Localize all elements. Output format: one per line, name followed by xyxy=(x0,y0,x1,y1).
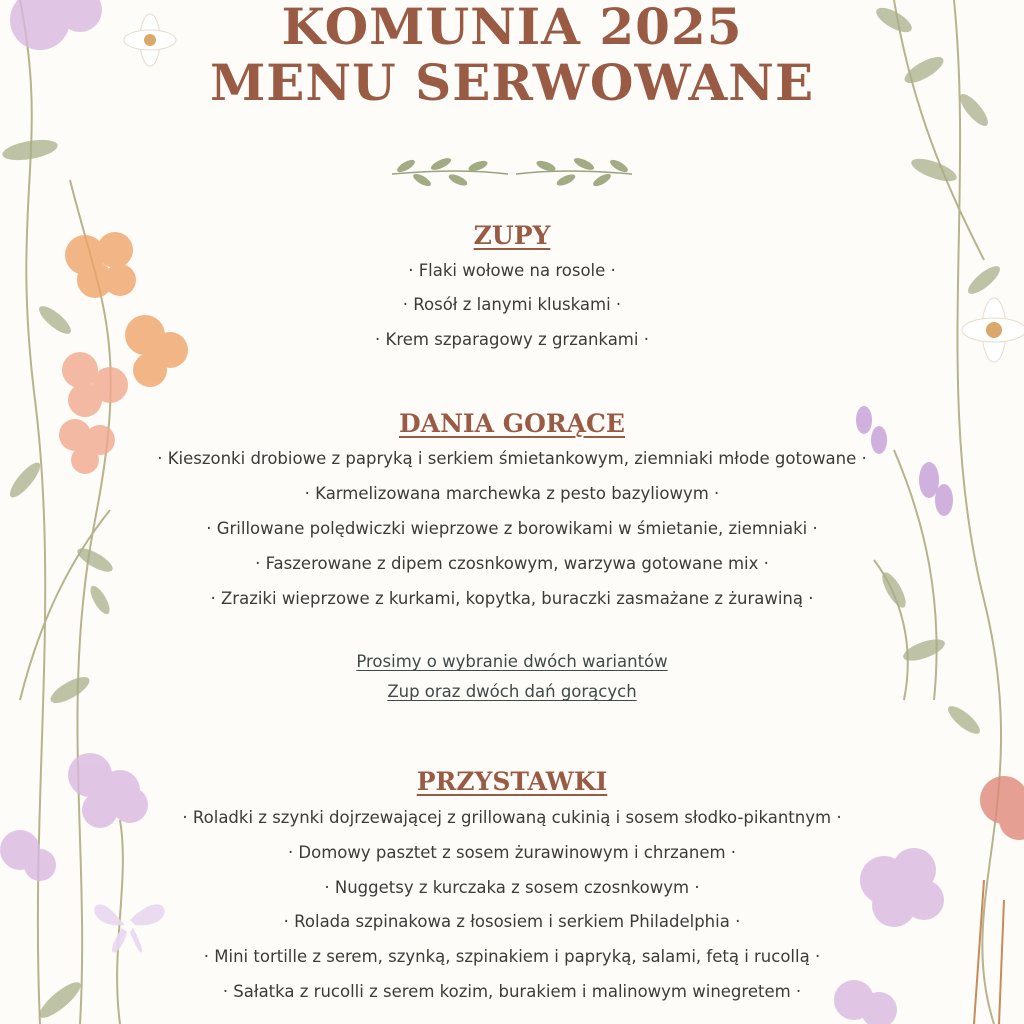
menu-item: · Domowy pasztet z sosem żurawinowym i chrzanem · xyxy=(287,843,737,862)
leaf-divider-icon xyxy=(386,152,638,196)
menu-item: · Mini tortille z serem, szynką, szpinakiem i papryką, salami, fetą i rucollą · xyxy=(203,947,821,966)
menu-item: · Rolada szpinakowa z łososiem i serkiem Philadelphia · xyxy=(283,912,741,931)
menu-title-line1: KOMUNIA 2025 xyxy=(281,0,743,56)
menu-item: · Grillowane polędwiczki wieprzowe z borowikami w śmietanie, ziemniaki · xyxy=(206,519,818,538)
menu-item: · Flaki wołowe na rosole · xyxy=(408,261,616,280)
menu-item: · Rosół z lanymi kluskami · xyxy=(402,295,622,314)
menu-item: · Kieszonki drobiowe z papryką i serkiem śmietankowym, ziemniaki młode gotowane · xyxy=(157,449,867,468)
menu-item: · Faszerowane z dipem czosnkowym, warzywa gotowane mix · xyxy=(255,554,769,573)
section-heading-starters: PRZYSTAWKI xyxy=(416,767,608,796)
menu-item: · Karmelizowana marchewka z pesto bazyliowym · xyxy=(304,484,720,503)
selection-note-line1: Prosimy o wybranie dwóch wariantów xyxy=(356,652,668,671)
menu-item: · Zraziki wieprzowe z kurkami, kopytka, buraczki zasmażane z żurawiną · xyxy=(210,589,814,608)
floral-border-left xyxy=(0,0,220,1024)
menu-item: · Sałatka z rucolli z serem kozim, burakiem i malinowym winegretem · xyxy=(222,982,802,1001)
selection-note-line2: Zup oraz dwóch dań gorących xyxy=(387,682,637,701)
section-heading-hot-dishes: DANIA GORĄCE xyxy=(399,409,625,438)
menu-item: · Nuggetsy z kurczaka z sosem czosnkowym · xyxy=(324,878,700,897)
section-heading-soups: ZUPY xyxy=(473,221,551,250)
floral-border-right xyxy=(834,0,1024,1024)
menu-item: · Krem szparagowy z grzankami · xyxy=(375,330,649,349)
menu-title-line2: MENU SERWOWANE xyxy=(209,53,815,112)
menu-item: · Roladki z szynki dojrzewającej z grillowaną cukinią i sosem słodko-pikantnym · xyxy=(182,808,842,827)
